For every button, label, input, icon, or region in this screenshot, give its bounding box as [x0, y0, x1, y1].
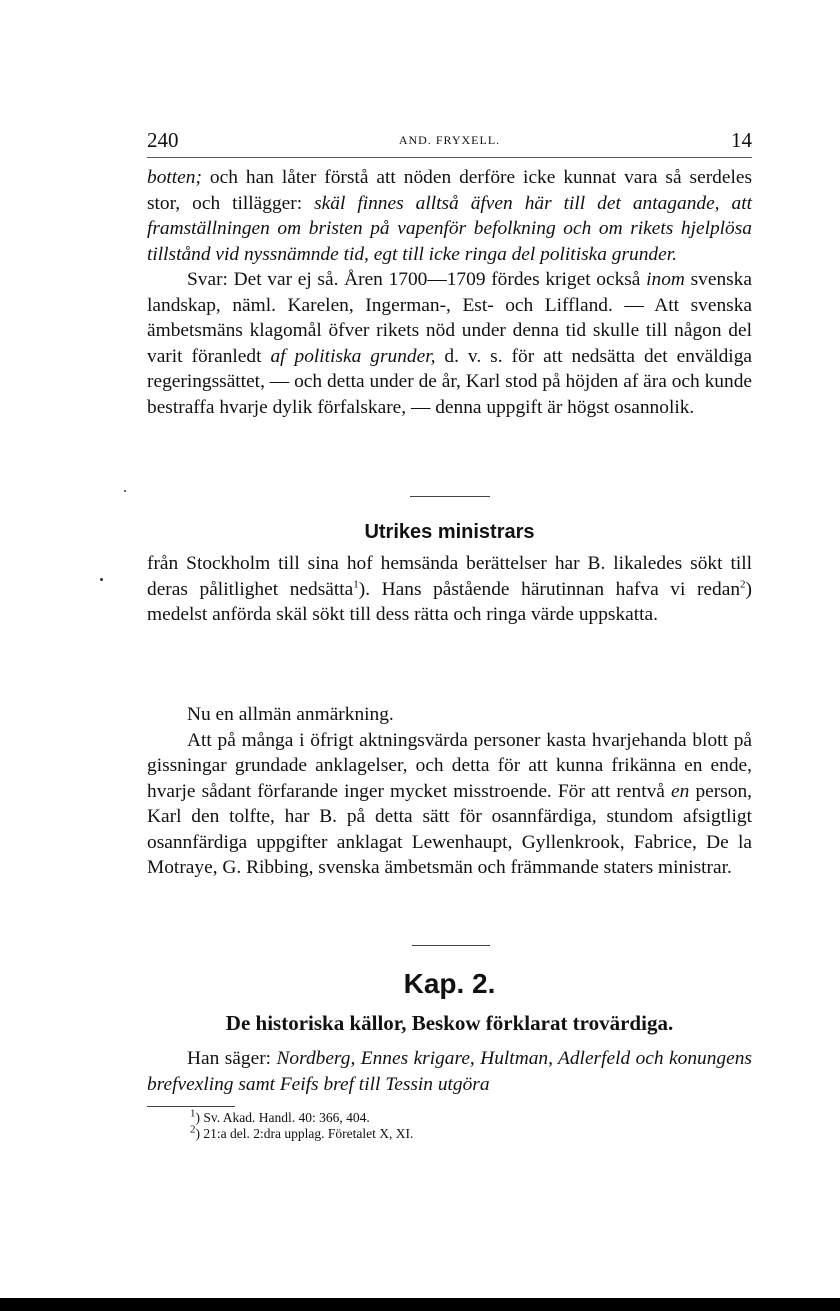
body-text: och han låter förstå att nöden derföre icke kunnat vara så serdeles stor, och tillägger: [147, 167, 752, 214]
paragraph-ministers [147, 551, 752, 628]
italic-text: en [671, 780, 690, 802]
body-text: svenska landskap, näml. Karelen, Ingerman-, Est- och Liffland. — Att svenska ämbetsmäns klagomål öfver rikets nöd under denna tid skulle till någon del varit föranledt [147, 269, 752, 367]
text-block-ministers [147, 551, 752, 628]
paragraph-remark-intro: Nu en allmän anmärkning. [187, 704, 394, 725]
italic-text: inom [646, 269, 685, 290]
footnotes [190, 1107, 414, 1142]
body-text: ) medelst anförda skäl sökt till dess rätta och ringa värde uppskatta. [147, 578, 752, 625]
italic-text: af politiska grunder, [270, 345, 436, 367]
italic-text: Nordberg, Ennes krigare, Hultman, Adlerfeld och konungens brefvexling samt Feifs bref till Tessin utgöra [147, 1048, 752, 1095]
text-block-chapter [147, 1046, 752, 1097]
footnote-1 [190, 1107, 413, 1126]
paragraph-remark [147, 728, 752, 881]
footnote-mark: 1 [190, 1107, 196, 1120]
section-heading: Utrikes ministrars [364, 521, 535, 543]
text-block-remark [147, 702, 752, 881]
running-header [147, 128, 752, 152]
chapter-label: Kap. 2. [403, 968, 496, 999]
page-number: 240 [147, 128, 179, 152]
footnote-mark: 2 [190, 1123, 196, 1136]
paragraph-han-sager [147, 1046, 752, 1097]
body-text: ). Hans påstående härutinnan hafva vi redan [358, 578, 741, 600]
body-text: Att på många i öfrigt aktningsvärda personer kasta hvarjehanda blott på gissningar grundade anklagelser, och detta för att kunna frikänna en ende, hvarje sådant förfarande inger mycket misstroende. För att rentvå [147, 729, 752, 802]
chapter-title: De historiska källor, Beskow förklarat trovärdiga. [225, 1011, 674, 1035]
body-text: Han säger: [187, 1048, 277, 1069]
header-rule [147, 157, 752, 158]
running-title: AND. FRYXELL. [398, 133, 501, 147]
body-text: från Stockholm till sina hof hemsända berättelser har B. likaledes sökt till deras pålitlighet nedsätta [147, 553, 752, 600]
section-divider [412, 945, 490, 946]
body-text: person, Karl den tolfte, har B. på detta sätt för osannfärdiga, stundom afsigtligt osannfärdiga uppgifter anklagat Lewenhaupt, Gyllenkrook, Fabrice, De la Motraye, G. Ribbing, svenska ämbetsmän och främmande staters ministrar. [147, 780, 752, 878]
footnote-2 [190, 1123, 414, 1142]
paragraph-svar [147, 267, 752, 420]
section-divider [410, 496, 490, 497]
scan-speck [100, 578, 103, 581]
footnote-ref: 1 [353, 578, 359, 591]
scan-edge-bar [0, 1298, 840, 1311]
footnote-text: ) 21:a del. 2:dra upplag. Företalet X, XI. [195, 1126, 414, 1141]
italic-text: botten; [147, 167, 202, 188]
footnote-ref: 2 [740, 578, 746, 591]
text-block-intro [147, 165, 752, 420]
italic-quote: skäl finnes alltså äfven här till det antagande, att framställningen om bristen på vapenför befolkning och om rikets hjelplösa tillstånd vid nyssnämnde tid, egt till icke ringa del politiska grunder. [147, 192, 752, 265]
body-text: Svar: Det var ej så. Åren 1700—1709 fördes kriget också [187, 269, 647, 290]
scan-speck [124, 490, 126, 492]
paragraph-botten [147, 165, 752, 267]
section-number: 14 [731, 128, 752, 152]
body-text: d. v. s. för att nedsätta det enväldiga regeringssättet, — och detta under de år, Karl stod på höjden af ära och kunde bestraffa hvarje dylik förfalskare, — denna uppgift är högst osannolik. [147, 345, 752, 418]
footnote-text: ) Sv. Akad. Handl. 40: 366, 404. [195, 1110, 370, 1125]
